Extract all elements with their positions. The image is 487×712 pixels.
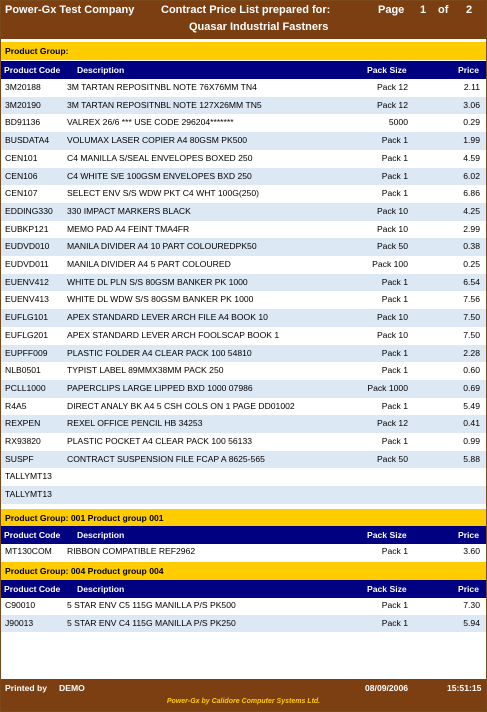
description-cell: APEX STANDARD LEVER ARCH FILE A4 BOOK 10 xyxy=(67,312,268,323)
price-cell: 7.56 xyxy=(463,294,480,305)
description-cell: PAPERCLIPS LARGE LIPPED BXD 1000 07986 xyxy=(67,382,253,393)
product-code-cell: TALLYMT13 xyxy=(5,471,52,482)
product-code-cell: CEN106 xyxy=(5,170,38,181)
product-code-cell: RX93820 xyxy=(5,436,41,446)
price-cell: 0.29 xyxy=(463,117,480,128)
pack-size-cell: Pack 1 xyxy=(381,546,408,556)
column-header-price: Price xyxy=(457,584,479,594)
table-row xyxy=(1,168,486,186)
table-row xyxy=(1,150,486,168)
page-total: 2 xyxy=(466,4,473,16)
table-row xyxy=(1,97,486,115)
price-cell: 5.94 xyxy=(463,617,480,628)
table-row xyxy=(1,132,486,150)
pack-size-cell: Pack 1 xyxy=(381,436,408,446)
column-header-pack-size: Pack Size xyxy=(367,584,407,594)
pack-size-cell: Pack 50 xyxy=(376,453,408,464)
price-cell: 5.49 xyxy=(463,400,480,411)
product-code-cell: CEN107 xyxy=(5,188,38,199)
description-cell: SELECT ENV S/S WDW PKT C4 WHT 100G(250) xyxy=(67,188,259,199)
table-row xyxy=(1,79,486,97)
price-cell: 0.25 xyxy=(463,259,480,269)
pack-size-cell: Pack 12 xyxy=(376,82,408,92)
table-row xyxy=(1,468,486,486)
description-cell: VALREX 26/6 *** USE CODE 296204******* xyxy=(67,117,234,128)
product-code-cell: EUPFF009 xyxy=(5,347,48,358)
product-code-cell: BD91136 xyxy=(5,117,41,128)
report-header xyxy=(1,1,486,39)
price-cell: 4.25 xyxy=(463,205,480,216)
table-row xyxy=(1,221,486,239)
description-cell: TYPIST LABEL 89MMX38MM PACK 250 xyxy=(67,365,224,376)
description-cell: DIRECT ANALY BK A4 5 CSH COLS ON 1 PAGE DD01002 xyxy=(67,400,295,411)
pack-size-cell: Pack 1 xyxy=(381,294,408,305)
product-code-cell: BUSDATA4 xyxy=(5,135,50,146)
table-row xyxy=(1,274,486,292)
description-cell: VOLUMAX LASER COPIER A4 80GSM PK500 xyxy=(67,135,248,146)
table-row xyxy=(1,398,486,416)
product-code-cell: SUSPF xyxy=(5,453,34,464)
price-cell: 2.11 xyxy=(463,82,480,92)
pack-size-cell: Pack 1 xyxy=(381,152,408,163)
table-row xyxy=(1,238,486,256)
pack-size-cell: Pack 1 xyxy=(381,365,408,376)
product-code-cell: MT130COM xyxy=(5,546,52,556)
price-cell: 0.38 xyxy=(463,241,480,252)
description-cell: MEMO PAD A4 FEINT TMA4FR xyxy=(67,223,190,234)
printed-by-label: Printed by xyxy=(5,683,48,693)
print-time: 15:51:15 xyxy=(447,683,482,693)
table-row xyxy=(1,415,486,433)
price-cell: 5.88 xyxy=(463,453,480,464)
price-cell: 4.59 xyxy=(463,152,480,163)
report-footer xyxy=(1,679,486,711)
column-header-price: Price xyxy=(457,65,479,75)
description-cell: APEX STANDARD LEVER ARCH FOOLSCAP BOOK 1 xyxy=(67,329,280,340)
pack-size-cell: Pack 10 xyxy=(376,312,408,323)
price-cell: 3.06 xyxy=(463,99,480,110)
column-header-pack-size: Pack Size xyxy=(367,530,407,540)
product-group-bar: Product Group: 004 Product group 004 xyxy=(1,562,486,580)
table-row xyxy=(1,486,486,504)
pack-size-cell: Pack 1 xyxy=(381,135,408,146)
description-cell: WHITE DL WDW S/S 80GSM BANKER PK 1000 xyxy=(67,294,254,305)
product-code-cell: 3M20190 xyxy=(5,99,41,110)
pack-size-cell: Pack 10 xyxy=(376,329,408,340)
column-header-code: Product Code xyxy=(4,584,61,594)
description-cell: 5 STAR ENV C5 115G MANILLA P/S PK500 xyxy=(67,600,236,610)
product-code-cell: PCLL1000 xyxy=(5,382,46,393)
pack-size-cell: Pack 1 xyxy=(381,600,408,610)
column-header-code: Product Code xyxy=(4,65,61,75)
pack-size-cell: Pack 10 xyxy=(376,223,408,234)
column-header-description: Description xyxy=(77,530,125,540)
page-of-label: of xyxy=(438,4,449,16)
pack-size-cell: Pack 1 xyxy=(381,617,408,628)
product-code-cell: C90010 xyxy=(5,600,36,610)
column-header-price: Price xyxy=(457,530,479,540)
price-cell: 0.99 xyxy=(463,436,480,446)
description-cell: 5 STAR ENV C4 115G MANILLA P/S PK250 xyxy=(67,617,236,628)
column-header-code: Product Code xyxy=(4,530,61,540)
table-row xyxy=(1,380,486,398)
pack-size-cell: Pack 1 xyxy=(381,188,408,199)
printed-by-user: DEMO xyxy=(59,683,85,693)
product-group-bar: Product Group: 001 Product group 001 xyxy=(1,509,486,527)
price-cell: 7.50 xyxy=(463,312,480,323)
description-cell: MANILA DIVIDER A4 10 PART COLOUREDPK50 xyxy=(67,241,257,252)
company-name: Power-Gx Test Company xyxy=(5,4,135,16)
software-credit: Power-Gx by Calidore Computer Systems Ltd. xyxy=(166,698,321,705)
description-cell: PLASTIC POCKET A4 CLEAR PACK 100 56133 xyxy=(67,436,253,446)
column-header-description: Description xyxy=(77,584,125,594)
description-cell: PLASTIC FOLDER A4 CLEAR PACK 100 54810 xyxy=(67,347,252,358)
pack-size-cell: 5000 xyxy=(388,117,408,128)
pack-size-cell: Pack 1 xyxy=(381,170,408,181)
column-header-row xyxy=(1,580,486,598)
description-cell: 3M TARTAN REPOSITNBL NOTE 76X76MM TN4 xyxy=(67,82,257,92)
price-cell: 6.54 xyxy=(463,276,480,287)
table-row xyxy=(1,309,486,327)
pack-size-cell: Pack 50 xyxy=(376,241,408,252)
price-cell: 2.99 xyxy=(463,223,480,234)
pack-size-cell: Pack 1 xyxy=(381,400,408,411)
description-cell: 3M TARTAN REPOSITNBL NOTE 127X26MM TN5 xyxy=(67,99,262,110)
column-header-row xyxy=(1,526,486,544)
pack-size-cell: Pack 12 xyxy=(376,418,408,429)
table-row xyxy=(1,433,486,451)
page-number: 1 xyxy=(420,4,427,16)
pack-size-cell: Pack 10 xyxy=(376,205,408,216)
product-group-bar: Product Group: xyxy=(1,42,486,60)
description-cell: RIBBON COMPATIBLE REF2962 xyxy=(67,546,196,556)
column-header-pack-size: Pack Size xyxy=(367,65,407,75)
table-row xyxy=(1,291,486,309)
product-code-cell: EUFLG101 xyxy=(5,312,48,323)
description-cell: MANILA DIVIDER A4 5 PART COLOURED xyxy=(67,259,231,269)
product-code-cell: EUFLG201 xyxy=(5,329,48,340)
product-code-cell: R4A5 xyxy=(5,400,27,411)
price-cell: 6.02 xyxy=(463,170,480,181)
description-cell: C4 WHITE S/E 100GSM ENVELOPES BXD 250 xyxy=(67,170,252,181)
pack-size-cell: Pack 1 xyxy=(381,276,408,287)
table-row xyxy=(1,451,486,469)
price-cell: 0.60 xyxy=(463,365,480,376)
column-header-description: Description xyxy=(77,65,125,75)
price-cell: 3.60 xyxy=(463,546,480,556)
pack-size-cell: Pack 100 xyxy=(372,259,408,269)
price-cell: 7.30 xyxy=(463,600,480,610)
product-code-cell: EUBKP121 xyxy=(5,223,49,234)
pack-size-cell: Pack 12 xyxy=(376,99,408,110)
product-code-cell: EDDING330 xyxy=(5,205,53,216)
column-header-row xyxy=(1,61,486,79)
table-row xyxy=(1,345,486,363)
report-title: Contract Price List prepared for: xyxy=(161,4,331,16)
pack-size-cell: Pack 1 xyxy=(381,347,408,358)
description-cell: WHITE DL PLN S/S 80GSM BANKER PK 1000 xyxy=(67,276,248,287)
product-code-cell: EUENV413 xyxy=(5,294,49,305)
customer-name: Quasar Industrial Fastners xyxy=(189,21,329,33)
table-row xyxy=(1,597,486,615)
table-row xyxy=(1,362,486,380)
price-cell: 7.50 xyxy=(463,329,480,340)
table-row xyxy=(1,256,486,274)
description-cell: CONTRACT SUSPENSION FILE FCAP A 8625-565 xyxy=(67,453,265,464)
description-cell: 330 IMPACT MARKERS BLACK xyxy=(67,205,191,216)
description-cell: C4 MANILLA S/SEAL ENVELOPES BOXED 250 xyxy=(67,152,253,163)
table-row xyxy=(1,327,486,345)
price-cell: 2.28 xyxy=(463,347,480,358)
table-row xyxy=(1,203,486,221)
product-code-cell: J90013 xyxy=(5,617,34,628)
product-code-cell: REXPEN xyxy=(5,418,41,429)
description-cell: REXEL OFFICE PENCIL HB 34253 xyxy=(67,418,203,429)
product-code-cell: NLB0501 xyxy=(5,365,41,376)
table-row xyxy=(1,615,486,633)
table-row xyxy=(1,185,486,203)
product-code-cell: EUENV412 xyxy=(5,276,49,287)
price-cell: 0.69 xyxy=(463,382,480,393)
product-code-cell: EUDVD010 xyxy=(5,241,50,252)
print-date: 08/09/2006 xyxy=(365,683,409,693)
price-cell: 6.86 xyxy=(463,188,480,199)
product-code-cell: 3M20188 xyxy=(5,82,41,92)
product-code-cell: TALLYMT13 xyxy=(5,489,52,500)
price-cell: 0.41 xyxy=(463,418,480,429)
product-code-cell: EUDVD011 xyxy=(5,259,49,269)
table-row xyxy=(1,543,486,561)
pack-size-cell: Pack 1000 xyxy=(367,382,408,393)
table-row xyxy=(1,114,486,132)
price-cell: 1.99 xyxy=(463,135,480,146)
product-code-cell: CEN101 xyxy=(5,152,38,163)
page-label: Page xyxy=(378,4,405,16)
